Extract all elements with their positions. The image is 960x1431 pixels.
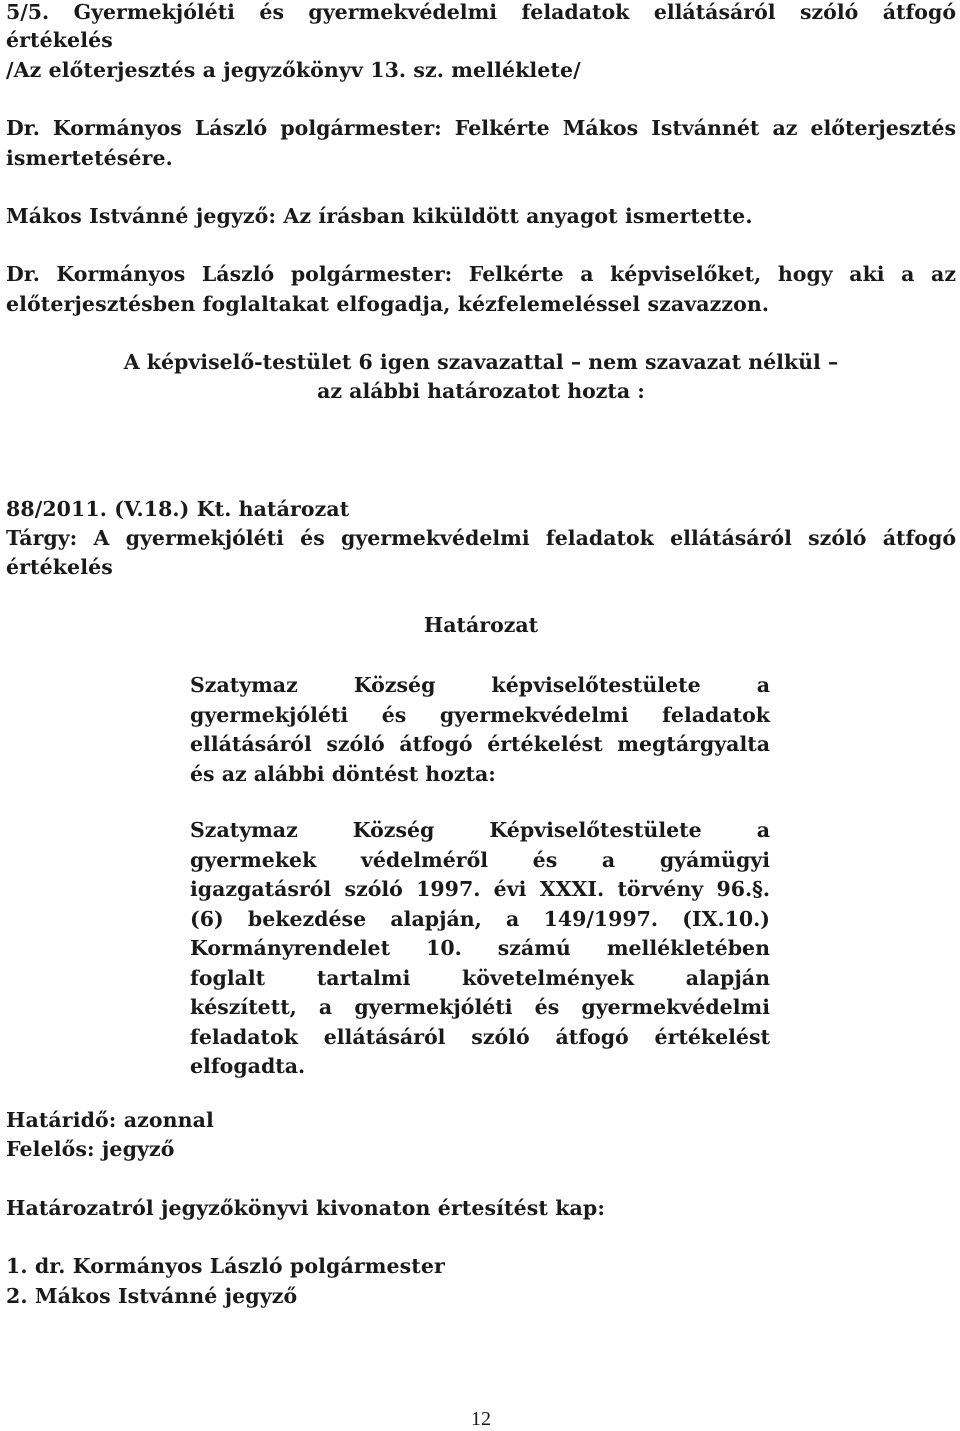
responsible-person: Felelős: jegyző [6, 1137, 175, 1161]
resolution-text-1-line: Szatymaz Község képviselőtestülete a [190, 673, 770, 697]
page-number: 12 [471, 1408, 491, 1430]
resolution-text-1-line: ellátásáról szóló átfogó értékelést megtárgyalta [190, 732, 770, 756]
mayor-statement-1-line-1: Dr. Kormányos László polgármester: Felkérte Mákos Istvánnét az előterjesztés [6, 116, 956, 140]
vote-result-line-2: az alábbi határozatot hozta : [317, 379, 645, 403]
recipient-item: 1. dr. Kormányos László polgármester [6, 1254, 445, 1278]
resolution-text-2 [190, 816, 770, 1082]
resolution-text-2-line: igazgatásról szóló 1997. évi XXXI. törvény 96.§. [190, 877, 770, 901]
mayor-statement-1-line-2: ismertetésére. [6, 146, 173, 170]
recipient-item: 2. Mákos Istvánné jegyző [6, 1284, 298, 1308]
resolution-text-2-line: Szatymaz Község Képviselőtestülete a [190, 818, 770, 842]
resolution-heading: Határozat [423, 613, 539, 637]
subject-line-2: értékelés [6, 555, 113, 579]
vote-result-line-1: A képviselő-testület 6 igen szavazattal – nem szavazat nélkül – [123, 350, 839, 374]
resolution-text-1-line: és az alábbi döntést hozta: [190, 761, 496, 786]
subject-line-1: Tárgy: A gyermekjóléti és gyermekvédelmi feladatok ellátásáról szóló átfogó [6, 526, 956, 550]
attachment-reference: /Az előterjesztés a jegyzőkönyv 13. sz. melléklete/ [6, 58, 581, 82]
document-page [6, 0, 956, 1430]
resolution-text-2-line: foglalt tartalmi követelmények alapján [190, 965, 770, 990]
resolution-text-2-line: (6) bekezdése alapján, a 149/1997. (IX.10.) [190, 906, 770, 931]
resolution-number: 88/2011. (V.18.) Kt. határozat [6, 497, 350, 521]
mayor-statement-2-line-1: Dr. Kormányos László polgármester: Felkérte a képviselőket, hogy aki a az [6, 262, 956, 286]
notification-title: Határozatról jegyzőkönyvi kivonaton értesítést kap: [6, 1196, 605, 1220]
deadline: Határidő: azonnal [6, 1108, 214, 1132]
notary-statement: Mákos Istvánné jegyző: Az írásban kiküldött anyagot ismertette. [6, 204, 753, 228]
resolution-text-2-line: gyermekek védelméről és a gyámügyi [190, 847, 770, 872]
resolution-text-2-line: készített, a gyermekjóléti és gyermekvédelmi [190, 995, 770, 1019]
agenda-title-line-2: értékelés [6, 28, 113, 52]
resolution-text-2-line: Kormányrendelet 10. számú mellékletében [190, 936, 770, 960]
resolution-text-1 [190, 671, 770, 789]
agenda-title-line-1: 5/5. Gyermekjóléti és gyermekvédelmi feladatok ellátásáról szóló átfogó [6, 0, 956, 24]
resolution-text-1-line: gyermekjóléti és gyermekvédelmi feladatok [190, 702, 770, 727]
mayor-statement-2-line-2: előterjesztésben foglaltakat elfogadja, kézfelemeléssel szavazzon. [6, 292, 770, 316]
resolution-text-2-line: feladatok ellátásáról szóló átfogó értékelést [190, 1024, 770, 1049]
resolution-text-2-line: elfogadta. [190, 1054, 306, 1078]
